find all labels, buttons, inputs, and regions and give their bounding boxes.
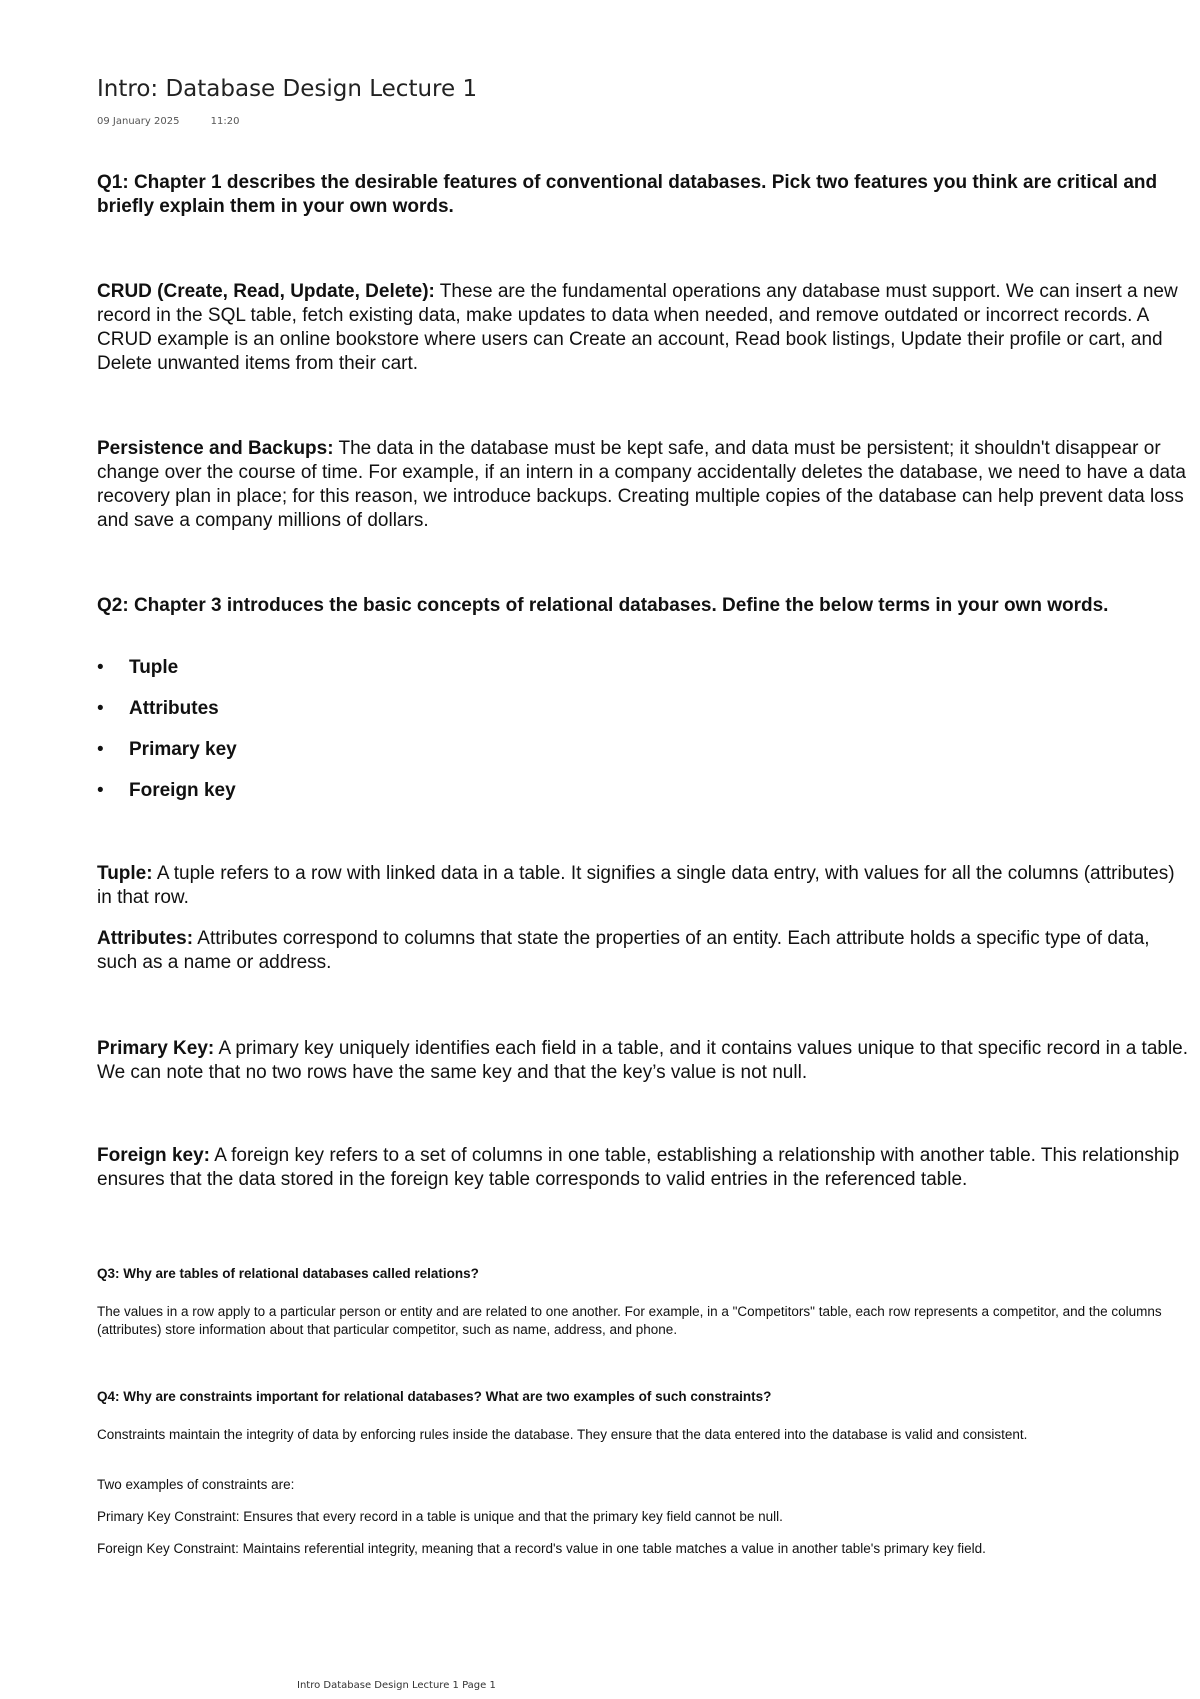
- q2-attributes-answer: [97, 927, 1192, 975]
- q3-question: Q3: Why are tables of relational databases called relations?: [97, 1266, 479, 1281]
- q2-primary-key-answer: [97, 1037, 1192, 1085]
- persistence-text: The data in the database must be kept safe, and data must be persistent; it shouldn't disappear or change over the course of time. For example, if an intern in a company accidentally deletes the database, we need to have a data recovery plan in place; for this reason, we introduce backups. Creating multiple copies of the database can help prevent data loss and save a company millions of dollars.: [97, 438, 1186, 531]
- tuple-text: A tuple refers to a row with linked data in a table. It signifies a single data entry, with values for all the columns (attributes) in that row.: [97, 863, 1175, 908]
- attributes-text: Attributes correspond to columns that state the properties of an entity. Each attribute holds a specific type of data, such as a name or address.: [97, 928, 1150, 973]
- q2-foreign-key-answer: [97, 1144, 1192, 1192]
- q4-example-foreign: Foreign Key Constraint: Maintains referential integrity, meaning that a record's value in one table matches a value in another table's primary key field.: [97, 1541, 986, 1556]
- page-date: 09 January 2025: [97, 116, 180, 127]
- crud-text: These are the fundamental operations any database must support. We can insert a new record in the SQL table, fetch existing data, make updates to data when needed, and remove outdated or incorrect records. A CRUD example is an online bookstore where users can Create an account, Read book listings, Update their profile or cart, and Delete unwanted items from their cart.: [97, 281, 1178, 374]
- q4-example-primary: Primary Key Constraint: Ensures that every record in a table is unique and that the primary key field cannot be null.: [97, 1509, 783, 1524]
- list-item-label: Primary key: [129, 739, 237, 760]
- list-item-label: Attributes: [129, 698, 219, 719]
- foreign-key-term: Foreign key:: [97, 1145, 210, 1166]
- primary-key-term: Primary Key:: [97, 1038, 215, 1059]
- page-time: 11:20: [210, 116, 240, 127]
- q1-question: Q1: Chapter 1 describes the desirable features of conventional databases. Pick two features you think are critical and briefly explain them in your own words.: [97, 172, 1158, 217]
- list-item: • Tuple: [97, 657, 179, 678]
- list-item: • Primary key: [97, 739, 237, 760]
- list-item-label: Foreign key: [129, 780, 236, 801]
- q1-persistence-answer: [97, 437, 1192, 533]
- attributes-term: Attributes:: [97, 928, 194, 949]
- primary-key-text: A primary key uniquely identifies each field in a table, and it contains values unique to that specific record in a table. We can note that no two rows have the same key and that the key’s value is not null.: [97, 1038, 1189, 1083]
- q4-intro: Two examples of constraints are:: [97, 1477, 295, 1492]
- q4-answer: Constraints maintain the integrity of data by enforcing rules inside the database. They ensure that the data entered into the database is valid and consistent.: [97, 1427, 1028, 1442]
- crud-term: CRUD (Create, Read, Update, Delete):: [97, 281, 435, 302]
- page-meta: [97, 116, 239, 127]
- q2-question: Q2: Chapter 3 introduces the basic concepts of relational databases. Define the below terms in your own words.: [97, 595, 1109, 616]
- list-item: • Attributes: [97, 698, 219, 719]
- q1-crud-answer: [97, 280, 1192, 376]
- foreign-key-text: A foreign key refers to a set of columns in one table, establishing a relationship with another table. This relationship ensures that the data stored in the foreign key table corresponds to valid entries in the referenced table.: [97, 1145, 1180, 1190]
- q3-answer: The values in a row apply to a particular person or entity and are related to one another. For example, in a "Competitors" table, each row represents a competitor, and the columns (attributes) store information about that particular competitor, such as name, address, and phone.: [97, 1304, 1162, 1337]
- q2-tuple-answer: [97, 862, 1192, 910]
- persistence-term: Persistence and Backups:: [97, 438, 334, 459]
- page-footer: Intro Database Design Lecture 1 Page 1: [297, 1680, 496, 1691]
- q4-question: Q4: Why are constraints important for relational databases? What are two examples of such constraints?: [97, 1389, 772, 1404]
- list-item-label: Tuple: [129, 657, 179, 678]
- page-title: Intro: Database Design Lecture 1: [97, 76, 478, 102]
- tuple-term: Tuple:: [97, 863, 153, 884]
- list-item: • Foreign key: [97, 780, 236, 801]
